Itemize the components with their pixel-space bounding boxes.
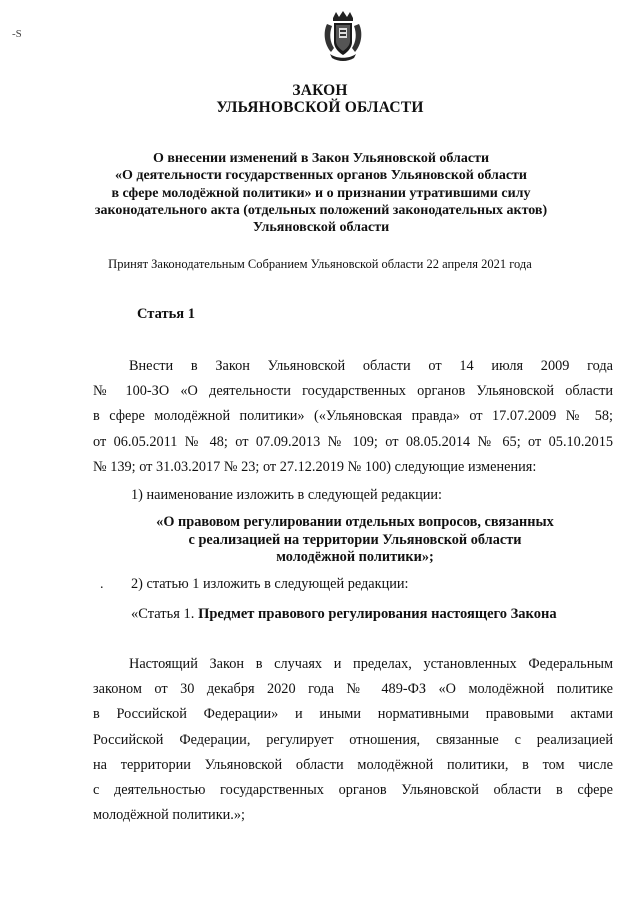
paragraph-line: Настоящий Закон в случаях и пределах, установленных Федеральным	[129, 656, 613, 672]
paragraph-line: молодёжной политики.»;	[93, 807, 245, 824]
law-heading-line2: УЛЬЯНОВСКОЙ ОБЛАСТИ	[216, 99, 424, 116]
paragraph-line: в сфере молодёжной политики» («Ульяновская правда» от 17.07.2009 № 58;	[93, 408, 613, 425]
paragraph-line: законом от 30 декабря 2020 года № 489-ФЗ «О молодёжной политике	[93, 681, 613, 698]
law-title	[90, 150, 552, 236]
article-heading: Статья 1	[137, 306, 195, 322]
new-law-name-line: «О правовом регулировании отдельных вопросов, связанных	[156, 514, 554, 530]
paragraph-line: в Российской Федерации» и иными нормативными правовыми актами	[93, 706, 613, 723]
new-article-heading	[131, 606, 557, 623]
new-law-name-line: с реализацией на территории Ульяновской области	[188, 531, 522, 548]
scan-artifact-mark: -Ѕ	[12, 28, 22, 40]
law-title-line: «О деятельности государственных органов Ульяновской области	[114, 168, 527, 184]
paragraph-line: Российской Федерации, регулирует отношения, связанные с реализацией	[93, 731, 613, 748]
coat-of-arms-icon	[321, 10, 365, 62]
paragraph-line: № 100-ЗО «О деятельности государственных органов Ульяновской области	[93, 383, 613, 400]
law-title-line: О внесении изменений в Закон Ульяновской области	[152, 151, 490, 166]
paragraph-line: с деятельностью государственных органов Ульяновской области в сфере	[93, 782, 613, 799]
law-title-line: в сфере молодёжной политики» и о признании утратившими силу	[111, 185, 531, 201]
new-law-name-line: молодёжной политики»;	[276, 549, 434, 565]
new-article-prefix: «Статья 1.	[131, 606, 199, 622]
law-title-line: законодательного акта (отдельных положений законодательных актов)	[94, 202, 548, 218]
law-heading	[0, 82, 640, 116]
law-heading-line1: ЗАКОН	[292, 82, 348, 99]
list-item-2: 2) статью 1 изложить в следующей редакции:	[131, 576, 409, 592]
paragraph-line: на территории Ульяновской области молодёжной политики, в том числе	[93, 756, 613, 773]
paragraph-line: Внести в Закон Ульяновской области от 14 июля 2009 года	[129, 358, 613, 374]
paragraph-line: от 06.05.2011 № 48; от 07.09.2013 № 109; от 08.05.2014 № 65; от 05.10.2015	[93, 433, 613, 450]
law-title-line: Ульяновской области	[252, 220, 390, 236]
coat-of-arms-emblem	[321, 10, 365, 62]
list-item-1: 1) наименование изложить в следующей редакции:	[131, 487, 442, 503]
paragraph-article-text	[93, 652, 613, 828]
adoption-note: Принят Законодательным Собранием Ульяновской области 22 апреля 2021 года	[108, 257, 532, 271]
paragraph-line: № 139; от 31.03.2017 № 23; от 27.12.2019 № 100) следующие изменения:	[93, 458, 537, 475]
new-law-name	[140, 514, 570, 567]
margin-dot-mark: .	[100, 577, 104, 592]
new-article-title: Предмет правового регулирования настоящего Закона	[198, 606, 557, 622]
paragraph-amendments-intro	[93, 354, 613, 480]
